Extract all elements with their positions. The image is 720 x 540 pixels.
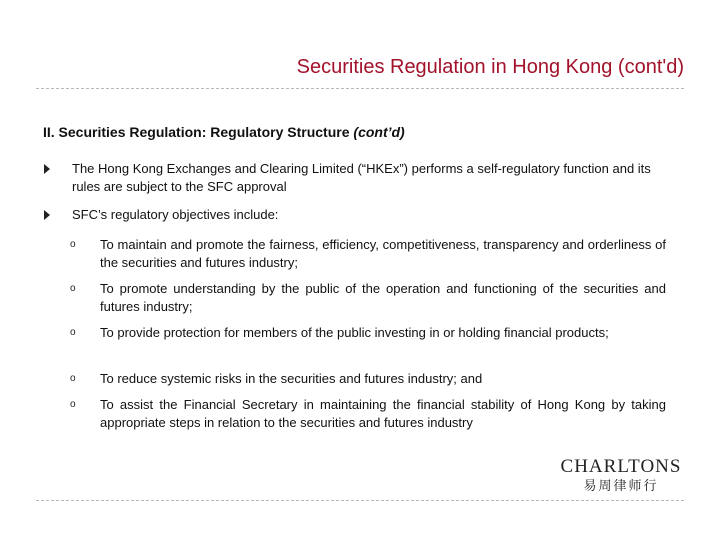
sub-bullet-text: To assist the Financial Secretary in maintaining the financial stability of Hong Kong by taking appropriate steps in relation to the securities and futures industry <box>100 397 666 430</box>
arrow-bullet-icon <box>44 164 50 174</box>
top-divider <box>36 88 684 89</box>
circle-bullet-icon: o <box>70 239 76 250</box>
sub-bullet-text: To promote understanding by the public of the operation and functioning of the securities and futures industry; <box>100 281 666 314</box>
slide-title: Securities Regulation in Hong Kong (cont'd) <box>296 56 684 78</box>
bullet-text: SFC’s regulatory objectives include: <box>72 207 279 222</box>
circle-bullet-icon: o <box>70 283 76 294</box>
section-subtitle <box>43 124 405 140</box>
circle-bullet-icon: o <box>70 327 76 338</box>
circle-bullet-icon: o <box>70 373 76 384</box>
bullet-text: The Hong Kong Exchanges and Clearing Limited (“HKEx”) performs a self-regulatory function and its rules are subject to the SFC approval <box>72 161 651 194</box>
arrow-bullet-icon <box>44 210 50 220</box>
circle-bullet-icon: o <box>70 399 76 410</box>
charltons-logo <box>560 456 682 498</box>
subtitle-cont: (cont’d) <box>353 124 405 140</box>
sub-bullet-text: To provide protection for members of the public investing in or holding financial products; <box>100 325 609 340</box>
bottom-divider <box>36 500 684 501</box>
sub-bullet-text: To reduce systemic risks in the securities and futures industry; and <box>100 371 483 386</box>
sub-bullet-text: To maintain and promote the fairness, efficiency, competitiveness, transparency and orderliness of the securities and futures industry; <box>100 237 666 270</box>
logo-english: CHARLTONS <box>560 456 682 477</box>
subtitle-main: II. Securities Regulation: Regulatory Structure <box>43 124 354 140</box>
logo-chinese: 易周律师行 <box>583 479 659 494</box>
